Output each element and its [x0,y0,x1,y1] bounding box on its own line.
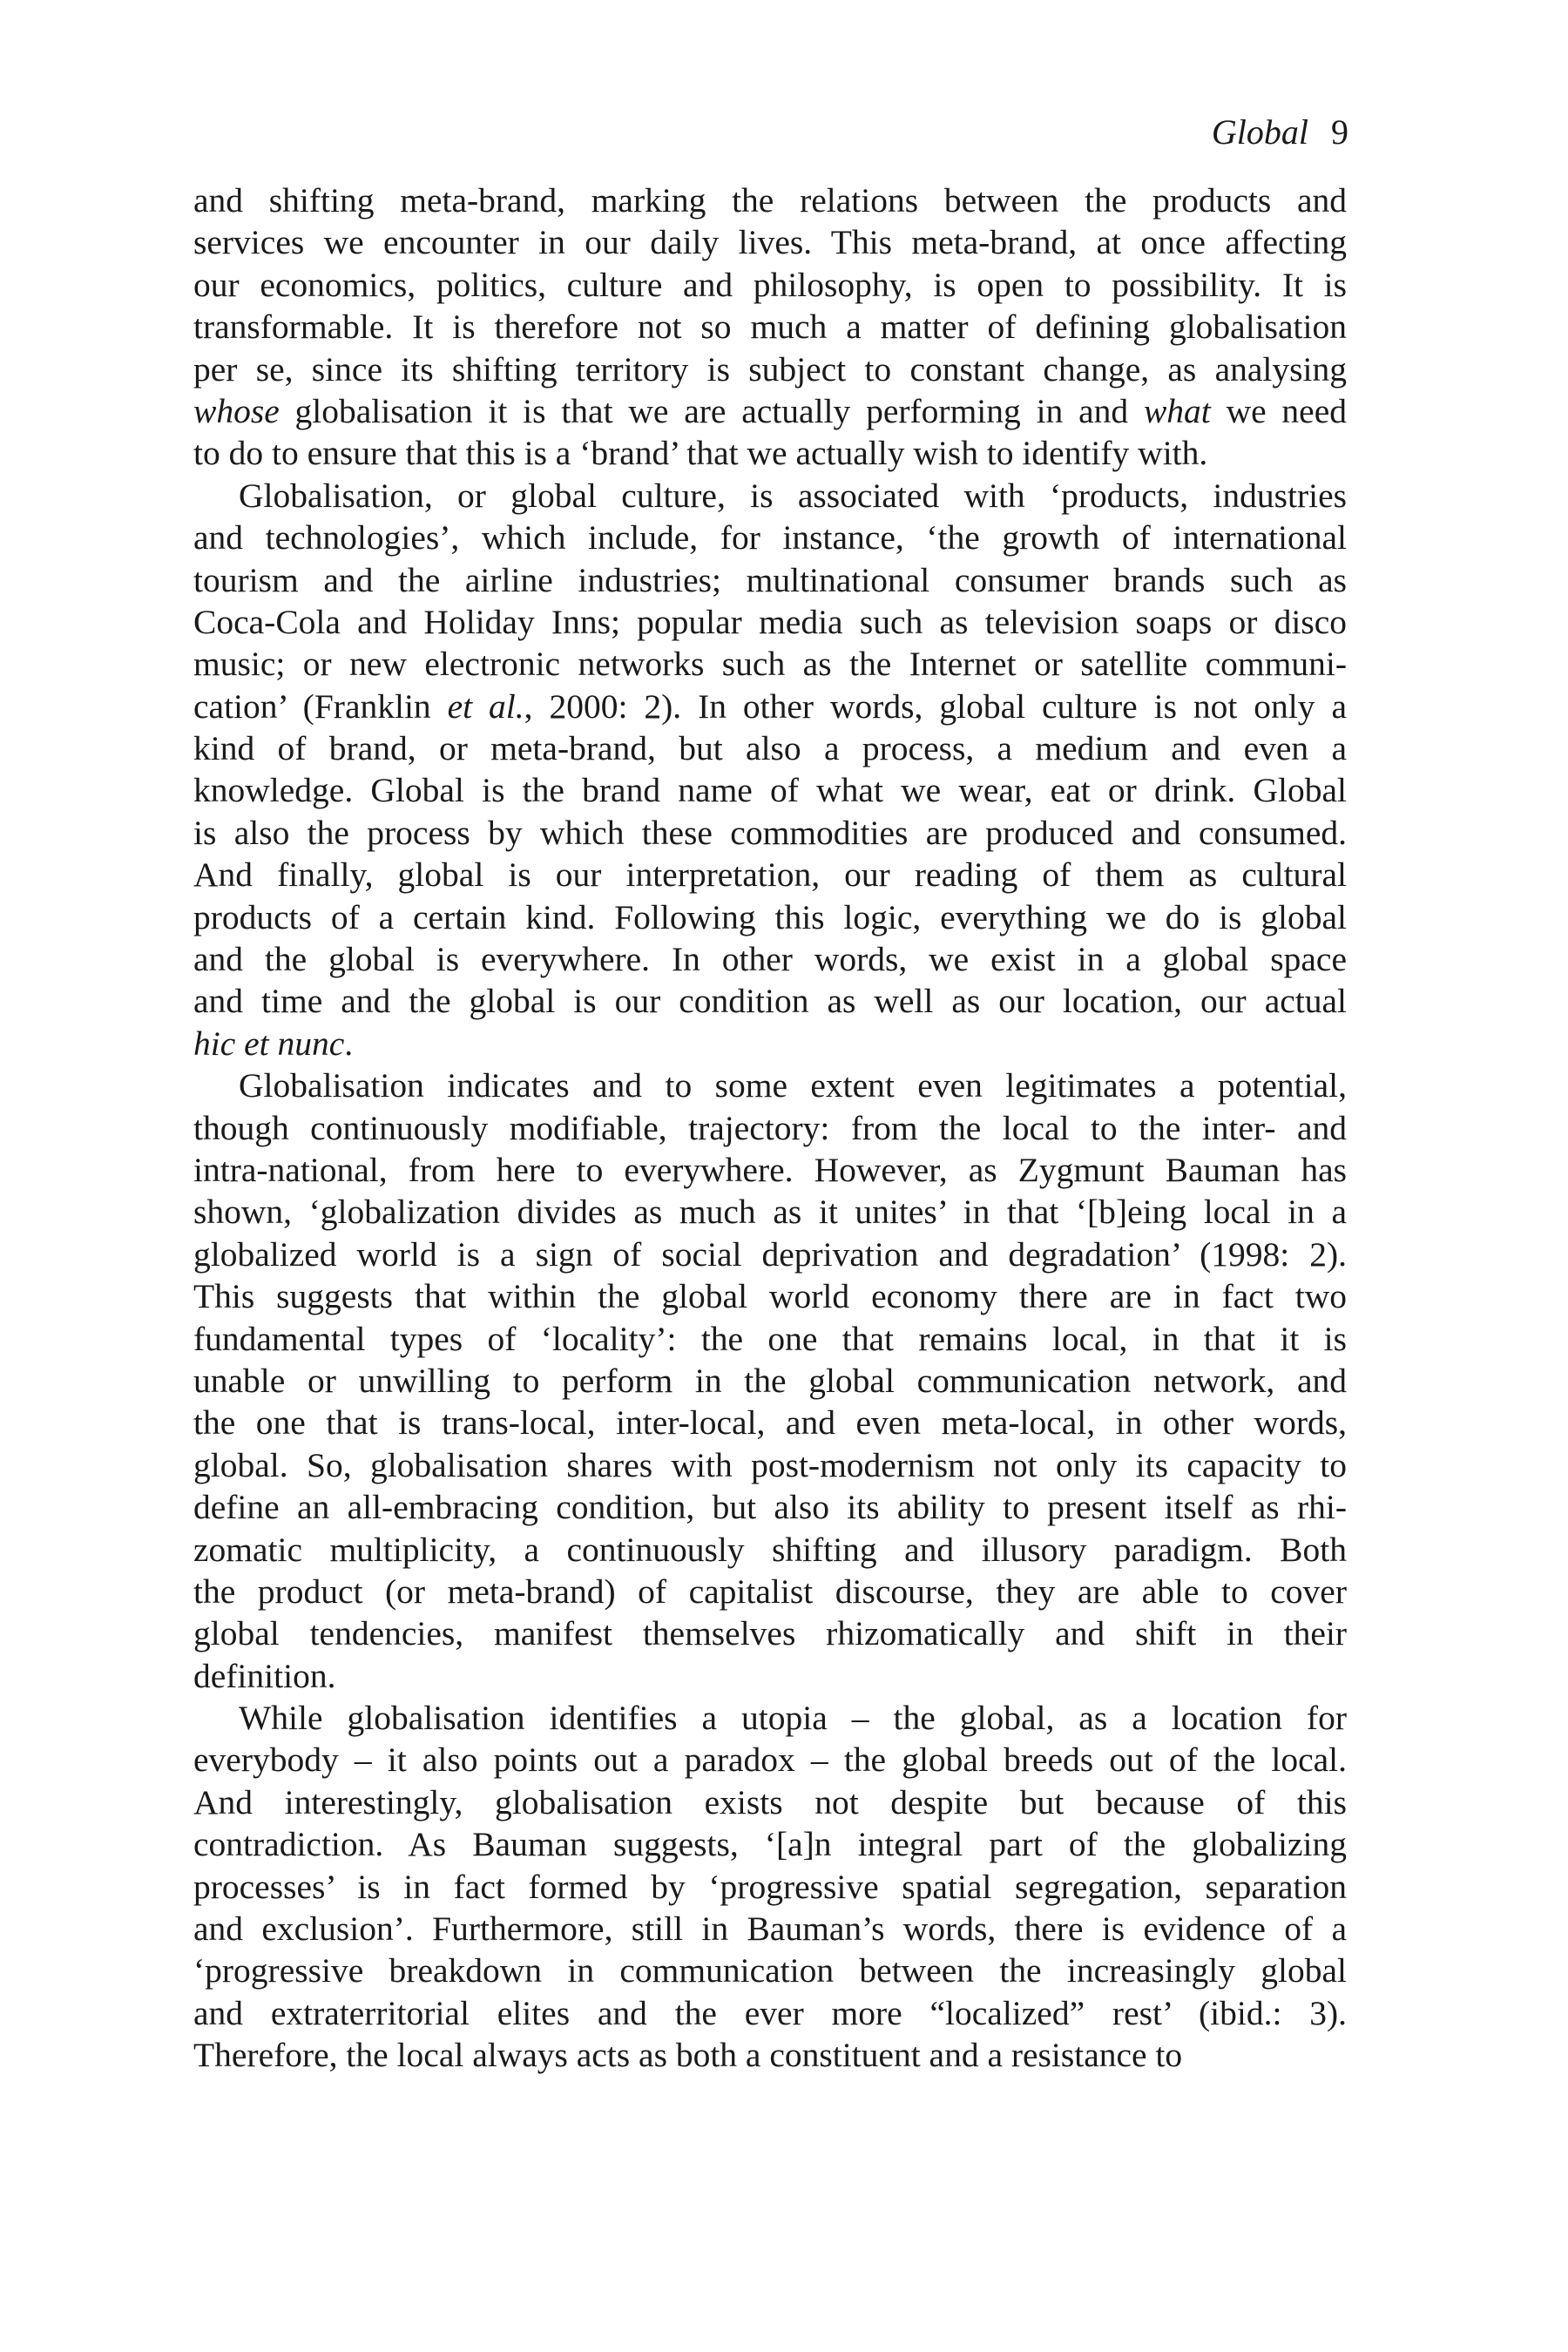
text-line: and extraterritorial elites and the ever more “localized” rest’ (ibid.: 3). [193,1993,1347,2032]
text-line [193,390,1347,432]
text-line: our economics, politics, culture and philosophy, is open to possibility. It is [193,265,1347,304]
italic-text: hic et nunc [193,1024,345,1063]
text-line: global. So, globalisation shares with post-modernism not only its capacity to [193,1445,1347,1484]
text-line: and time and the global is our condition as well as our location, our actual [193,982,1347,1021]
text-line: Therefore, the local always acts as both a constituent and a resistance to [193,2036,1183,2075]
text-line: and technologies’, which include, for instance, ‘the growth of international [193,518,1347,558]
text-line: ‘progressive breakdown in communication between the increasingly global [193,1951,1347,1990]
text-line: and shifting meta-brand, marking the relations between the products and [193,181,1347,220]
running-head-title: Global [1211,112,1308,152]
text-run: we need [1210,391,1347,430]
running-head [1212,112,1348,153]
text-line: everybody – it also points out a paradox – the global breeds out of the local. [193,1740,1347,1780]
text-line: and the global is everywhere. In other words, we exist in a global space [193,940,1347,979]
text-line: global tendencies, manifest themselves rhizomatically and shift in their [193,1614,1347,1653]
text-line: knowledge. Global is the brand name of what we wear, eat or drink. Global [193,771,1347,810]
text-line: and exclusion’. Furthermore, still in Bauman’s words, there is evidence of a [193,1909,1347,1949]
text-line: per se, since its shifting territory is subject to constant change, as analysing [193,349,1347,389]
text-line: definition. [193,1656,336,1695]
text-line: zomatic multiplicity, a continuously shifting and illusory paradigm. Both [193,1530,1347,1569]
text-line: unable or unwilling to perform in the global communication network, and [193,1361,1347,1400]
text-run: . [344,1024,354,1063]
text-line: to do to ensure that this is a ‘brand’ that we actually wish to identify with. [193,434,1208,473]
text-line: transformable. It is therefore not so much a matter of defining globalisation [193,308,1347,347]
text-line: tourism and the airline industries; multinational consumer brands such as [193,560,1347,599]
italic-text: whose [193,391,280,430]
text-line: the product (or meta-brand) of capitalist discourse, they are able to cover [193,1571,1347,1611]
page-number: 9 [1331,112,1348,152]
text-line: kind of brand, or meta-brand, but also a process, a medium and even a [193,729,1347,768]
italic-text: et al. [447,686,524,726]
body-text [193,179,1347,2077]
text-line: And finally, global is our interpretation, our reading of them as cultural [193,855,1347,895]
text-line: products of a certain kind. Following this logic, everything we do is global [193,897,1347,936]
text-line: though continuously modifiable, trajectory: from the local to the inter- and [193,1108,1347,1147]
text-run: cation’ (Franklin [193,686,448,726]
text-run: , 2000: 2). In other words, global culture is not only a [524,686,1347,726]
text-line: And interestingly, globalisation exists not despite but because of this [193,1782,1347,1821]
text-line: shown, ‘globalization divides as much as it unites’ in that ‘[b]eing local in a [193,1193,1347,1232]
text-line: Globalisation indicates and to some extent even legitimates a potential, [239,1066,1347,1105]
text-run: globalisation it is that we are actually performing in and [279,391,1144,430]
text-line: contradiction. As Bauman suggests, ‘[a]n integral part of the globalizing [193,1825,1347,1864]
text-line: processes’ is in fact formed by ‘progressive spatial segregation, separation [193,1867,1347,1906]
text-line: globalized world is a sign of social deprivation and degradation’ (1998: 2). [193,1234,1347,1274]
text-line: While globalisation identifies a utopia – the global, as a location for [239,1699,1347,1738]
text-line [193,686,1347,727]
text-line: This suggests that within the global world economy there are in fact two [193,1277,1347,1316]
text-line: Globalisation, or global culture, is associated with ‘products, industries [239,476,1347,515]
text-line: define an all-embracing condition, but also its ability to present itself as rhi- [193,1488,1347,1527]
text-line: Coca-Cola and Holiday Inns; popular media such as television soaps or disco [193,602,1347,641]
text-line: intra-national, from here to everywhere. However, as Zygmunt Bauman has [193,1150,1347,1189]
text-line: music; or new electronic networks such as the Internet or satellite communi- [193,645,1347,684]
text-line: fundamental types of ‘locality’: the one that remains local, in that it is [193,1319,1347,1358]
italic-text: what [1143,391,1211,430]
text-line: services we encounter in our daily lives. This meta-brand, at once affecting [193,223,1347,262]
text-line [193,1023,1347,1064]
text-line: is also the process by which these commodities are produced and consumed. [193,813,1347,852]
text-line: the one that is trans-local, inter-local, and even meta-local, in other words, [193,1403,1347,1443]
